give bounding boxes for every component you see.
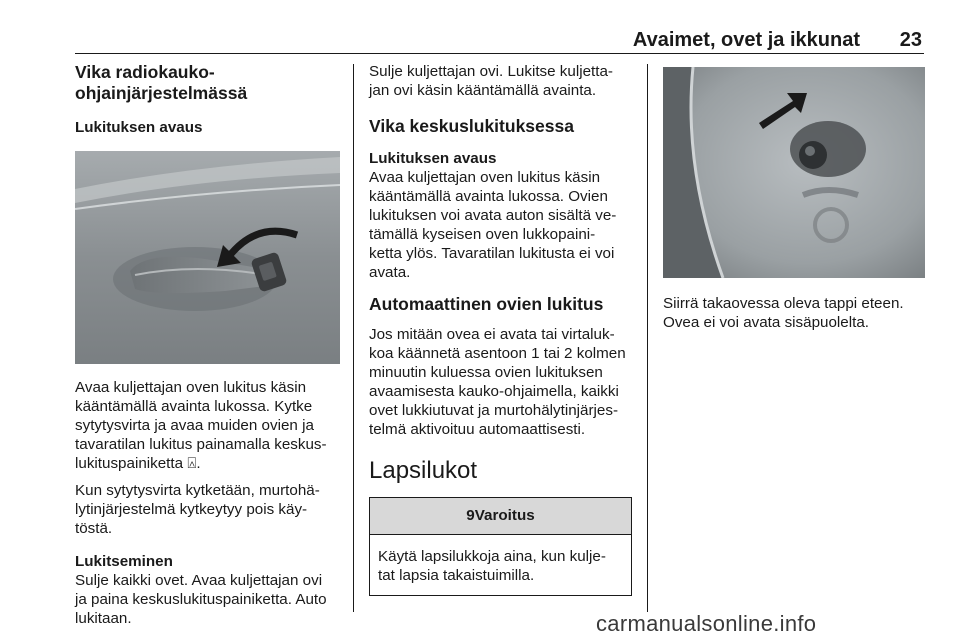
running-header-title: Avaimet, ovet ja ikkunat — [632, 29, 860, 51]
text-line: koa käännetä asentoon 1 tai 2 kolmen — [369, 345, 626, 362]
text-line: Avaa kuljettajan oven lukitus käsin — [75, 379, 307, 396]
warning-header — [370, 498, 631, 535]
warning-box — [369, 497, 632, 596]
paragraph — [75, 571, 343, 628]
paragraph — [663, 294, 925, 332]
child-lock-photo — [663, 67, 925, 278]
paragraph — [75, 378, 343, 473]
text-line: Ovea ei voi avata sisäpuolelta. — [663, 314, 869, 331]
paragraph — [75, 481, 343, 538]
watermark: carmanualsonline.info — [596, 611, 817, 636]
text-line: Siirrä takaovessa oleva tappi eteen. — [663, 295, 904, 312]
text-line: minuutin kuluessa ovien lukituksen — [369, 364, 603, 381]
text-line: Avaa kuljettajan oven lukitus käsin — [369, 169, 601, 186]
text-line: tat lapsia takaistuimilla. — [378, 567, 535, 584]
section-heading — [75, 62, 343, 104]
middle-column — [369, 62, 637, 596]
text-line: lukituksen voi avata auton sisältä ve- — [369, 207, 617, 224]
text-line: telmä aktivoituu automaattisesti. — [369, 421, 586, 438]
text-line: kääntämällä avainta lukossa. Kytke — [75, 398, 313, 415]
text-line: Sulje kaikki ovet. Avaa kuljettajan ovi — [75, 572, 323, 589]
chapter-title: Lapsilukot — [369, 457, 478, 484]
warning-icon: 9 — [466, 507, 475, 524]
text-line: ja paina keskuslukituspainiketta. Auto — [75, 591, 327, 608]
text-line: ovet lukkiutuvat ja murtohälytinjärjes- — [369, 402, 619, 419]
door-handle-photo — [75, 151, 340, 364]
warning-title: Varoitus — [474, 507, 535, 524]
text-line: tämällä kyseisen oven lukkopaini- — [369, 226, 596, 243]
text-line: tavaratilan lukitus painamalla keskus- — [75, 436, 327, 453]
text-line: lukitaan. — [75, 610, 132, 627]
text-line: sytytysvirta ja avaa muiden ovien ja — [75, 417, 314, 434]
text-line: Jos mitään ovea ei avata tai virtaluk- — [369, 326, 615, 343]
section-heading: Vika keskuslukituksessa — [369, 116, 574, 136]
warning-body — [370, 535, 631, 595]
subheading: Lukituksen avaus — [369, 150, 497, 167]
paragraph — [369, 168, 637, 282]
text-line: töstä. — [75, 520, 113, 537]
text-line: jan ovi käsin kääntämällä avainta. — [369, 82, 597, 99]
subheading: Lukitseminen — [75, 553, 173, 570]
heading-line: ohjainjärjestelmässä — [75, 83, 248, 103]
text-line: Sulje kuljettajan ovi. Lukitse kuljetta- — [369, 63, 613, 80]
text-line: lytinjärjestelmä kytkeytyy pois käy- — [75, 501, 308, 518]
heading-line: Vika radiokauko- — [75, 62, 215, 82]
paragraph — [369, 325, 637, 439]
text-line: avaamisesta kauko-ohjaimella, kaikki — [369, 383, 619, 400]
subheading: Lukituksen avaus — [75, 119, 203, 136]
text-line: lukituspainiketta — [75, 455, 184, 472]
text-line: kääntämällä avainta lukossa. Ovien — [369, 188, 608, 205]
text-line: avata. — [369, 264, 411, 281]
text-line: Käytä lapsilukkoja aina, kun kulje- — [378, 548, 606, 565]
column-divider-2 — [647, 64, 648, 612]
text-line: Kun sytytysvirta kytketään, murtohä- — [75, 482, 320, 499]
right-column — [663, 67, 925, 340]
section-heading: Automaattinen ovien lukitus — [369, 294, 604, 314]
lock-icon: ⍓. — [187, 455, 201, 472]
header-rule — [75, 53, 924, 54]
column-divider-1 — [353, 64, 354, 612]
left-column — [75, 62, 343, 636]
page-number: 23 — [899, 29, 922, 51]
text-line: ketta ylös. Tavaratilan lukitusta ei voi — [369, 245, 615, 262]
paragraph — [369, 62, 637, 100]
